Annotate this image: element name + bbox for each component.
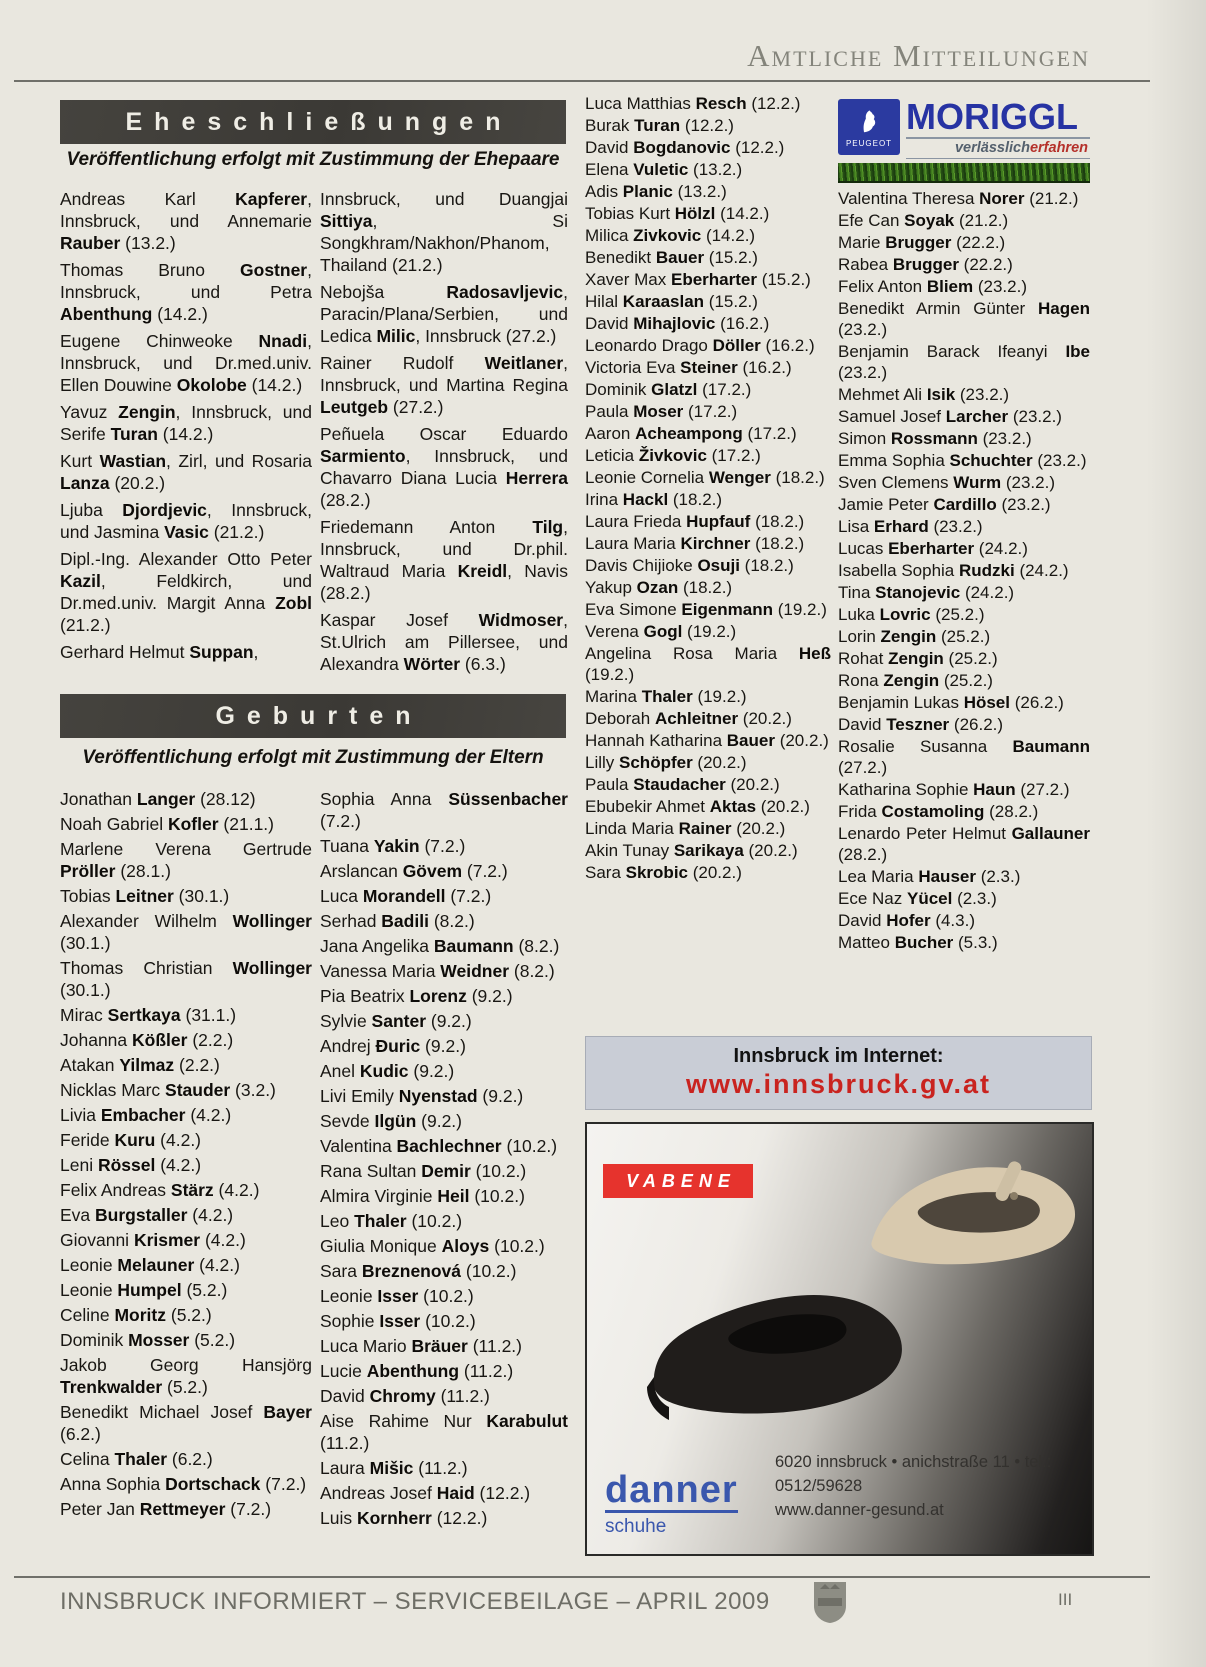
registry-entry: Benedikt Armin Günter Hagen (23.2.) (838, 299, 1090, 339)
page-edge-shading (1146, 0, 1206, 1667)
registry-entry: Eugene Chinweoke Nnadi, Innsbruck, und Dr.med.univ. Ellen Douwine Okolobe (14.2.) (60, 331, 312, 395)
registry-entry: Anna Sophia Dortschack (7.2.) (60, 1474, 307, 1494)
registry-entry: Dominik Mosser (5.2.) (60, 1330, 236, 1350)
registry-entry: Livi Emily Nyenstad (9.2.) (320, 1086, 524, 1106)
innsbruck-internet-box (585, 1036, 1092, 1110)
page-header-title: Amtliche Mitteilungen (747, 38, 1090, 73)
registry-entry: Leo Thaler (10.2.) (320, 1211, 463, 1231)
registry-entry: Emma Sophia Schuchter (23.2.) (838, 451, 1087, 470)
registry-entry: Valentina Theresa Norer (21.2.) (838, 189, 1079, 208)
registry-entry: Nicklas Marc Stauder (3.2.) (60, 1080, 276, 1100)
registry-entry: Linda Maria Rainer (20.2.) (585, 819, 786, 838)
registry-entry: Laura Maria Kirchner (18.2.) (585, 534, 805, 553)
registry-entry: Eva Burgstaller (4.2.) (60, 1205, 234, 1225)
registry-entry: Leticia Živkovic (17.2.) (585, 446, 761, 465)
registry-entry: Ljuba Djordjevic, Innsbruck, und Jasmina Vasic (21.2.) (60, 500, 312, 542)
registry-entry: Jonathan Langer (28.12) (60, 789, 256, 809)
registry-entry: Tuana Yakin (7.2.) (320, 836, 466, 856)
registry-entry: Andrej Đuric (9.2.) (320, 1036, 466, 1056)
registry-entry: Jamie Peter Cardillo (23.2.) (838, 495, 1051, 514)
registry-entry: Rona Zengin (25.2.) (838, 671, 993, 690)
danner-logo-subtitle: schuhe (605, 1516, 667, 1537)
births-column-2 (320, 788, 568, 1532)
danner-logo: danner schuhe (605, 1469, 738, 1537)
black-shoe-image (639, 1262, 919, 1442)
registry-entry: Lisa Erhard (23.2.) (838, 517, 983, 536)
moriggl-peugeot-ad (838, 96, 1090, 183)
peugeot-logo (838, 99, 900, 155)
registry-entry: Angelina Rosa Maria Heß (19.2.) (585, 644, 831, 684)
registry-entry: Sophia Anna Süssenbacher (7.2.) (320, 789, 568, 831)
marriages-section-header (60, 100, 566, 144)
registry-entry: Atakan Yilmaz (2.2.) (60, 1055, 220, 1075)
registry-entry: Kaspar Josef Widmoser, St.Ulrich am Pillersee, und Alexandra Wörter (6.3.) (320, 610, 568, 674)
registry-entry: Davis Chijioke Osuji (18.2.) (585, 556, 794, 575)
registry-entry: Tobias Leitner (30.1.) (60, 886, 230, 906)
registry-entry: Victoria Eva Steiner (16.2.) (585, 358, 792, 377)
registry-entry: Paula Moser (17.2.) (585, 402, 738, 421)
registry-entry: Rohat Zengin (25.2.) (838, 649, 998, 668)
peugeot-wordmark: PEUGEOT (845, 139, 893, 148)
registry-entry: Johanna Kößler (2.2.) (60, 1030, 234, 1050)
registry-entry: Leonardo Drago Döller (16.2.) (585, 336, 815, 355)
header-divider (14, 80, 1150, 82)
registry-entry: David Hofer (4.3.) (838, 911, 975, 930)
danner-website: www.danner-gesund.at (775, 1501, 944, 1519)
peugeot-lion-icon (854, 106, 884, 141)
registry-entry: Matteo Bucher (5.3.) (838, 933, 998, 952)
marriages-column-2 (320, 188, 568, 680)
registry-entry: Hannah Katharina Bauer (20.2.) (585, 731, 829, 750)
registry-entry: Leni Rössel (4.2.) (60, 1155, 202, 1175)
registry-entry: Anel Kudic (9.2.) (320, 1061, 455, 1081)
registry-entry: Deborah Achleitner (20.2.) (585, 709, 792, 728)
registry-entry: Ebubekir Ahmet Aktas (20.2.) (585, 797, 810, 816)
registry-entry: Innsbruck, und Duangjai Sittiya, Si Songkhram/Nakhon/Phanom, Thailand (21.2.) (320, 189, 568, 275)
registry-entry: Pia Beatrix Lorenz (9.2.) (320, 986, 513, 1006)
registry-entry: Laura Frieda Hupfauf (18.2.) (585, 512, 805, 531)
registry-entry: Ece Naz Yücel (2.3.) (838, 889, 997, 908)
registry-entry: Frida Costamoling (28.2.) (838, 802, 1039, 821)
registry-entry: Marina Thaler (19.2.) (585, 687, 747, 706)
moriggl-tagline: verlässlicherfahren (906, 137, 1090, 159)
registry-entry: Felix Andreas Stärz (4.2.) (60, 1180, 260, 1200)
registry-entry: Felix Anton Bliem (23.2.) (838, 277, 1027, 296)
births-column-3 (585, 93, 831, 884)
registry-entry: Leonie Melauner (4.2.) (60, 1255, 240, 1275)
footer-publication-line: INNSBRUCK INFORMIERT – SERVICEBEILAGE – APRIL 2009 (60, 1588, 770, 1615)
births-subtitle: Veröffentlichung erfolgt mit Zustimmung der Eltern (82, 747, 544, 768)
registry-entry: Nebojša Radosavljevic, Paracin/Plana/Serbien, und Ledica Milic, Innsbruck (27.2.) (320, 282, 568, 346)
registry-entry: Feride Kuru (4.2.) (60, 1130, 202, 1150)
registry-entry: Laura Mišic (11.2.) (320, 1458, 468, 1478)
registry-entry: Lucas Eberharter (24.2.) (838, 539, 1028, 558)
registry-entry: Friedemann Anton Tilg, Innsbruck, und Dr.phil. Waltraud Maria Kreidl, Navis (28.2.) (320, 517, 569, 603)
internet-box-url: www.innsbruck.gv.at (685, 1069, 992, 1099)
registry-entry: Rabea Brugger (22.2.) (838, 255, 1013, 274)
registry-entry: Rosalie Susanna Baumann (27.2.) (838, 737, 1090, 777)
registry-entry: Peter Jan Rettmeyer (7.2.) (60, 1499, 272, 1519)
registry-entry: Luca Matthias Resch (12.2.) (585, 94, 801, 113)
registry-entry: Leonie Cornelia Wenger (18.2.) (585, 468, 825, 487)
registry-entry: Yakup Ozan (18.2.) (585, 578, 733, 597)
registry-entry: Mehmet Ali Isik (23.2.) (838, 385, 1010, 404)
registry-entry: Verena Gogl (19.2.) (585, 622, 737, 641)
registry-entry: Elena Vuletic (13.2.) (585, 160, 743, 179)
registry-entry: Giovanni Krismer (4.2.) (60, 1230, 246, 1250)
registry-entry: Tina Stanojevic (24.2.) (838, 583, 1015, 602)
registry-entry: Luka Lovric (25.2.) (838, 605, 985, 624)
registry-entry: Thomas Bruno Gostner, Innsbruck, und Petra Abenthung (14.2.) (60, 260, 312, 324)
registry-entry: Benedikt Michael Josef Bayer (6.2.) (60, 1402, 312, 1444)
registry-entry: Valentina Bachlechner (10.2.) (320, 1136, 558, 1156)
registry-entry: Akin Tunay Sarikaya (20.2.) (585, 841, 798, 860)
registry-entry: Lilly Schöpfer (20.2.) (585, 753, 747, 772)
marriages-section-title: Eheschließungen (125, 107, 513, 136)
registry-entry: Sevde Ilgün (9.2.) (320, 1111, 462, 1131)
registry-entry: Marlene Verena Gertrude Pröller (28.1.) (60, 839, 312, 881)
internet-box-label: Innsbruck im Internet: (733, 1045, 944, 1067)
registry-entry: Gerhard Helmut Suppan, (60, 642, 259, 662)
registry-entry: Samuel Josef Larcher (23.2.) (838, 407, 1062, 426)
births-section-title: Geburten (215, 701, 423, 730)
registry-entry: Xaver Max Eberharter (15.2.) (585, 270, 811, 289)
registry-entry: Arslancan Gövem (7.2.) (320, 861, 508, 881)
registry-entry: Luca Morandell (7.2.) (320, 886, 492, 906)
grass-strip-image (838, 163, 1090, 183)
marriages-column-1 (60, 188, 312, 668)
registry-entry: Irina Hackl (18.2.) (585, 490, 723, 509)
registry-entry: Leonie Isser (10.2.) (320, 1286, 474, 1306)
registry-entry: Dipl.-Ing. Alexander Otto Peter Kazil, Feldkirch, und Dr.med.univ. Margit Anna Zobl (21.2.) (60, 549, 312, 635)
registry-entry: Milica Zivkovic (14.2.) (585, 226, 756, 245)
registry-entry: Marie Brugger (22.2.) (838, 233, 1006, 252)
footer-divider (14, 1576, 1150, 1578)
registry-entry: Peñuela Oscar Eduardo Sarmiento, Innsbruck, und Chavarro Diana Lucia Herrera (28.2.) (320, 424, 568, 510)
registry-entry: Lenardo Peter Helmut Gallauner (28.2.) (838, 824, 1090, 864)
registry-entry: Sara Skrobic (20.2.) (585, 863, 742, 882)
registry-entry: Yavuz Zengin, Innsbruck, und Serife Turan (14.2.) (60, 402, 312, 444)
births-column-4 (838, 188, 1090, 954)
registry-entry: Hilal Karaaslan (15.2.) (585, 292, 758, 311)
danner-address-line: 6020 innsbruck • anichstraße 11 • tel.: 0512/59628 (775, 1453, 1052, 1495)
registry-entry: Dominik Glatzl (17.2.) (585, 380, 752, 399)
registry-entry: Celina Thaler (6.2.) (60, 1449, 213, 1469)
registry-entry: David Chromy (11.2.) (320, 1386, 490, 1406)
registry-entry: Sara Breznenová (10.2.) (320, 1261, 517, 1281)
registry-entry: Rainer Rudolf Weitlaner, Innsbruck, und Martina Regina Leutgeb (27.2.) (320, 353, 568, 417)
innsbruck-coat-of-arms-icon (812, 1580, 848, 1629)
registry-entry: Almira Virginie Heil (10.2.) (320, 1186, 525, 1206)
registry-entry: Aaron Acheampong (17.2.) (585, 424, 797, 443)
registry-entry: Andreas Karl Kapferer, Innsbruck, und Annemarie Rauber (13.2.) (60, 189, 312, 253)
registry-entry: Luis Kornherr (12.2.) (320, 1508, 488, 1528)
registry-entry: Efe Can Soyak (21.2.) (838, 211, 1009, 230)
registry-entry: Luca Mario Bräuer (11.2.) (320, 1336, 522, 1356)
registry-entry: Jakob Georg Hansjörg Trenkwalder (5.2.) (60, 1355, 312, 1397)
registry-entry: Jana Angelika Baumann (8.2.) (320, 936, 560, 956)
marriages-subtitle: Veröffentlichung erfolgt mit Zustimmung der Ehepaare (66, 149, 560, 170)
registry-entry: Rana Sultan Demir (10.2.) (320, 1161, 527, 1181)
registry-entry: David Bogdanovic (12.2.) (585, 138, 785, 157)
registry-entry: Benedikt Bauer (15.2.) (585, 248, 758, 267)
registry-entry: Adis Planic (13.2.) (585, 182, 727, 201)
registry-entry: Serhad Badili (8.2.) (320, 911, 475, 931)
registry-entry: Livia Embacher (4.2.) (60, 1105, 232, 1125)
danner-address (775, 1450, 1092, 1522)
registry-entry: Sylvie Santer (9.2.) (320, 1011, 472, 1031)
moriggl-brand-name: MORIGGL (906, 96, 1078, 137)
registry-entry: Sophie Isser (10.2.) (320, 1311, 476, 1331)
registry-entry: David Mihajlovic (16.2.) (585, 314, 770, 333)
registry-entry: Lea Maria Hauser (2.3.) (838, 867, 1021, 886)
registry-entry: Noah Gabriel Kofler (21.1.) (60, 814, 274, 834)
danner-shoes-ad (585, 1122, 1094, 1556)
registry-entry: Burak Turan (12.2.) (585, 116, 734, 135)
registry-entry: Lorin Zengin (25.2.) (838, 627, 991, 646)
registry-entry: Tobias Kurt Hölzl (14.2.) (585, 204, 770, 223)
registry-entry: Paula Staudacher (20.2.) (585, 775, 780, 794)
registry-entry: Eva Simone Eigenmann (19.2.) (585, 600, 827, 619)
registry-entry: Mirac Sertkaya (31.1.) (60, 1005, 237, 1025)
births-section-header (60, 694, 566, 738)
registry-entry: Kurt Wastian, Zirl, und Rosaria Lanza (20.2.) (60, 451, 312, 493)
registry-entry: Giulia Monique Aloys (10.2.) (320, 1236, 545, 1256)
registry-entry: Benjamin Barack Ifeanyi Ibe (23.2.) (838, 342, 1090, 382)
births-column-1 (60, 788, 312, 1523)
registry-entry: Celine Moritz (5.2.) (60, 1305, 212, 1325)
page-number: III (1058, 1590, 1073, 1609)
registry-entry: Thomas Christian Wollinger (30.1.) (60, 958, 312, 1000)
vabene-brand-tag: VABENE (603, 1164, 753, 1198)
registry-entry: Vanessa Maria Weidner (8.2.) (320, 961, 555, 981)
registry-entry: Isabella Sophia Rudzki (24.2.) (838, 561, 1069, 580)
registry-entry: Simon Rossmann (23.2.) (838, 429, 1032, 448)
registry-entry: Aise Rahime Nur Karabulut (11.2.) (320, 1411, 568, 1453)
registry-entry: Andreas Josef Haid (12.2.) (320, 1483, 531, 1503)
registry-entry: Alexander Wilhelm Wollinger (30.1.) (60, 911, 312, 953)
registry-entry: Benjamin Lukas Hösel (26.2.) (838, 693, 1064, 712)
registry-entry: Lucie Abenthung (11.2.) (320, 1361, 514, 1381)
registry-entry: Leonie Humpel (5.2.) (60, 1280, 228, 1300)
registry-entry: Sven Clemens Wurm (23.2.) (838, 473, 1055, 492)
registry-entry: Katharina Sophie Haun (27.2.) (838, 780, 1070, 799)
registry-entry: David Teszner (26.2.) (838, 715, 1004, 734)
